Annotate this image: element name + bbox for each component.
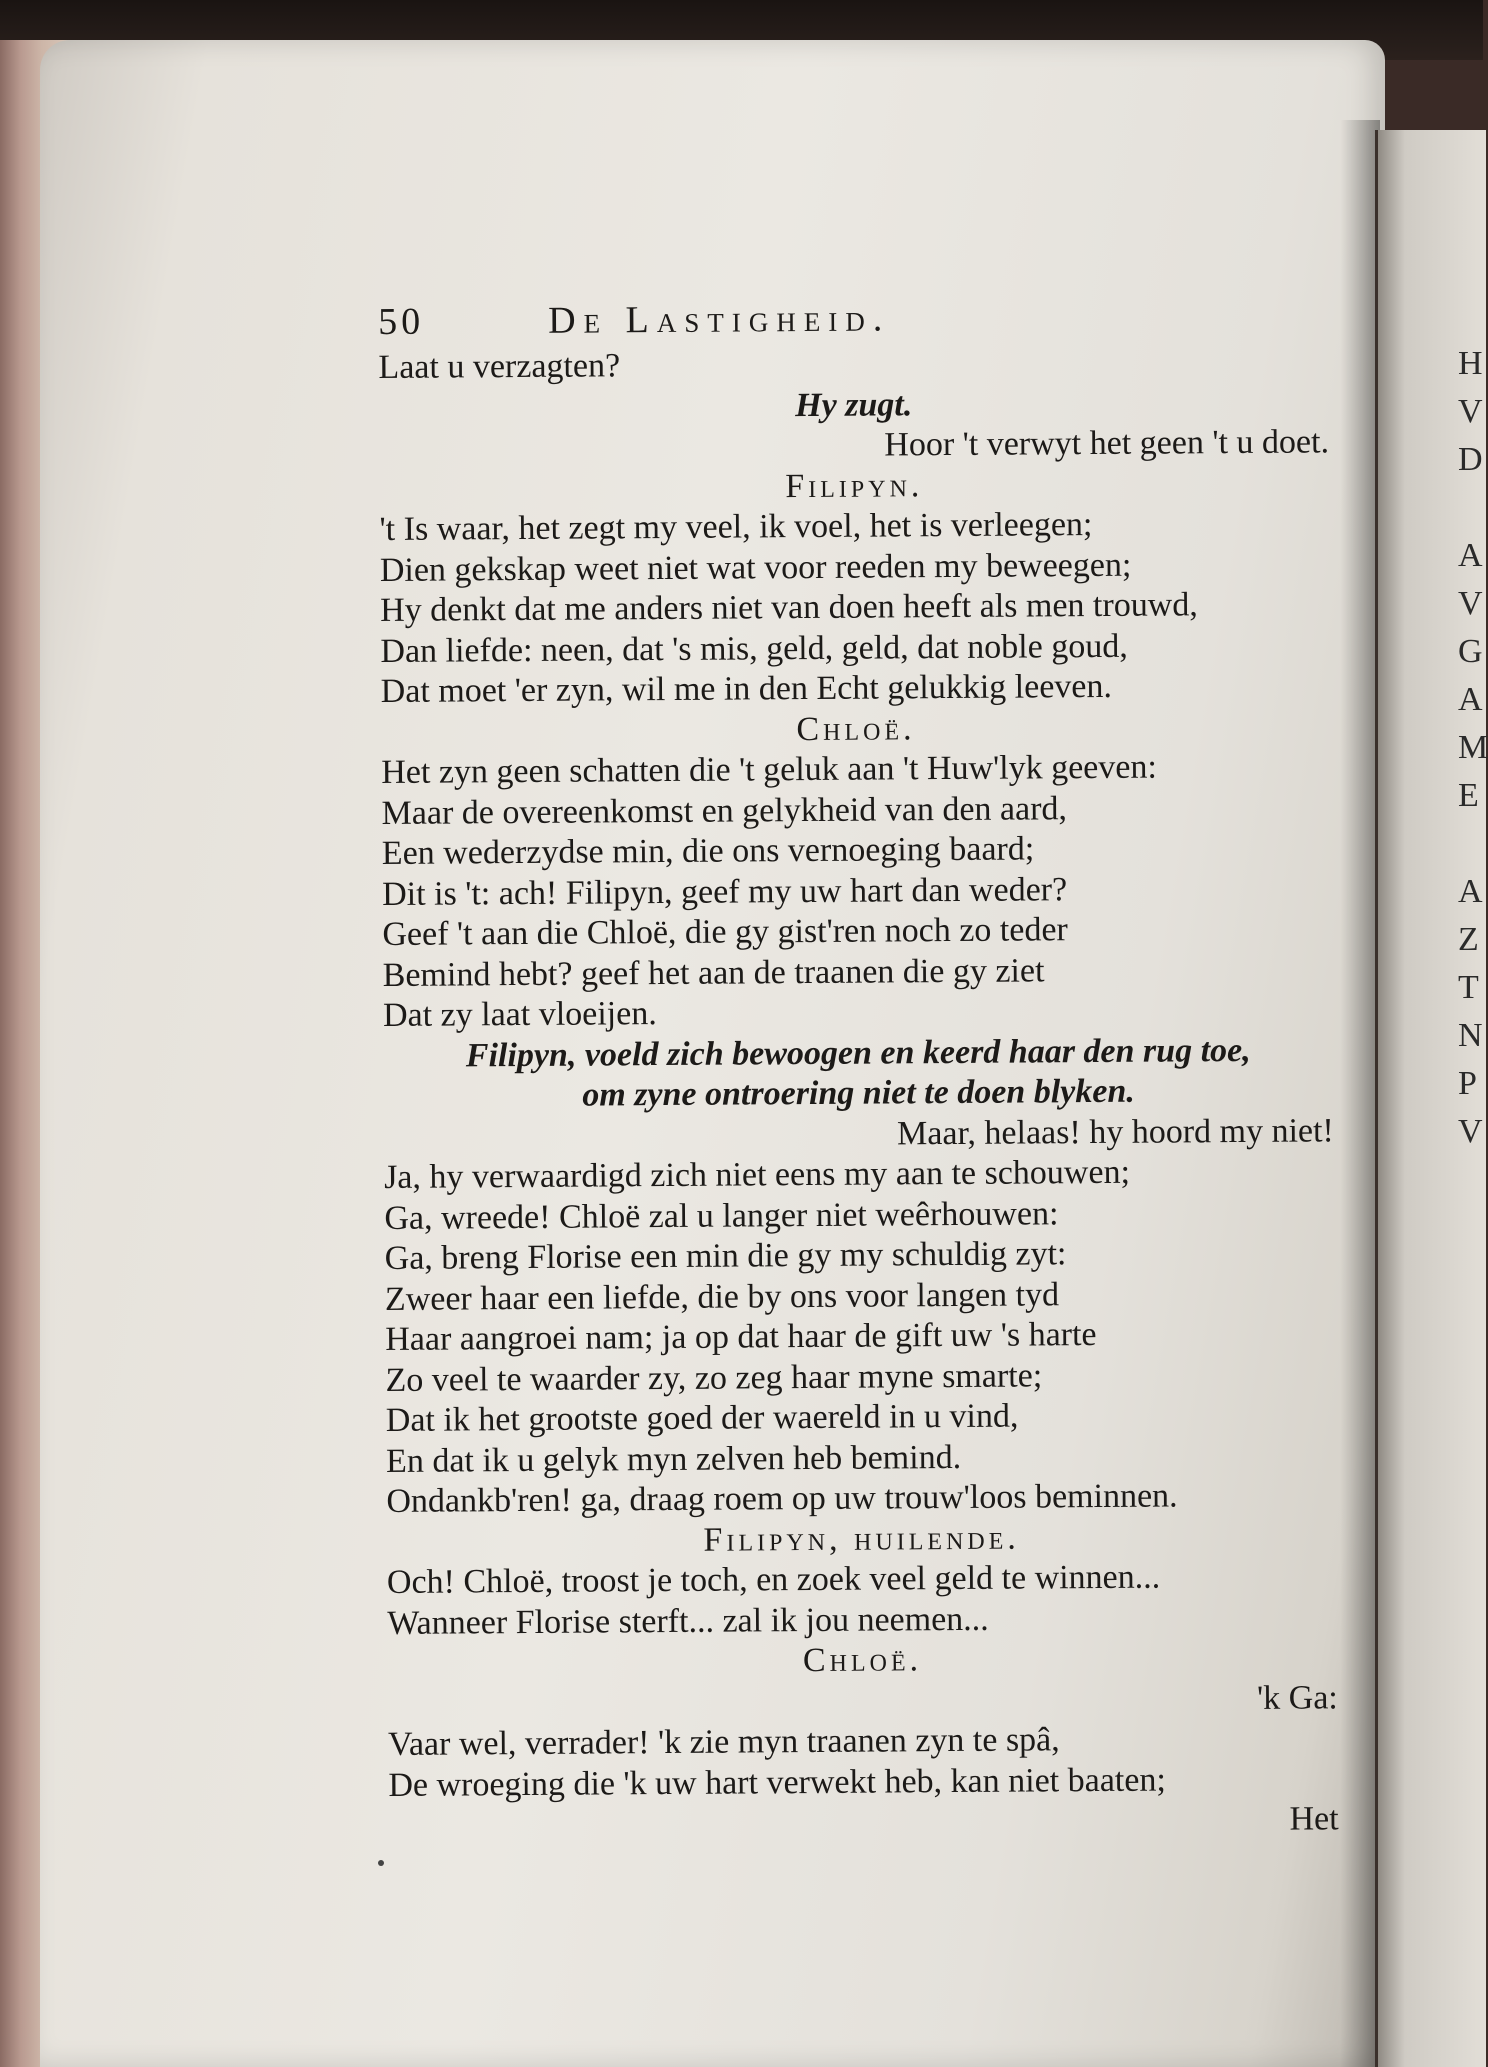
facing-page-letter bbox=[1458, 820, 1488, 868]
verse-line: Dit is 't: ach! Filipyn, geef my uw hart dan weder? bbox=[382, 870, 1068, 913]
verse-line: Bemind hebt? geef het aan de traanen die gy ziet bbox=[382, 951, 1045, 994]
verse-line: Dien gekskap weet niet wat voor reeden my beweegen; bbox=[379, 546, 1132, 589]
facing-page-letter: H bbox=[1458, 345, 1483, 382]
verse-line: 'k Ga: bbox=[1256, 1678, 1338, 1717]
verse-line: Laat u verzagten? bbox=[378, 347, 621, 386]
facing-page-letter: V bbox=[1458, 1113, 1483, 1150]
facing-page-letter: Z bbox=[1458, 921, 1479, 958]
stage-direction: Hy zugt. bbox=[795, 385, 913, 424]
verse-line: Dan liefde: neen, dat 's mis, geld, geld, dat noble goud, bbox=[380, 627, 1128, 670]
verse-line: Ja, hy verwaardigd zich niet eens my aan te schouwen; bbox=[383, 1153, 1131, 1196]
verse-line: Wanneer Florise sterft... zal ik jou neemen... bbox=[387, 1600, 989, 1642]
verse-line: Ondankb'ren! ga, draag roem op uw trouw'loos beminnen. bbox=[386, 1477, 1178, 1520]
facing-page-letter: G bbox=[1458, 633, 1483, 670]
catchword: Het bbox=[1289, 1800, 1339, 1838]
verse-line: Zweer haar een liefde, die by ons voor langen tyd bbox=[384, 1275, 1060, 1318]
verse-line: En dat ik u gelyk myn zelven heb bemind. bbox=[385, 1438, 962, 1480]
facing-page-letter: A bbox=[1458, 537, 1483, 574]
facing-page-letter: E bbox=[1458, 777, 1479, 814]
verse-line: Maar de overeenkomst en gelykheid van den aard, bbox=[381, 789, 1068, 832]
running-title: De Lastigheid. bbox=[548, 297, 891, 342]
speaker-name: Chloë. bbox=[802, 1641, 923, 1680]
page-text bbox=[378, 293, 1339, 1846]
verse-lines bbox=[378, 341, 1338, 1846]
verse-line: Zo veel te waarder zy, zo zeg haar myne smarte; bbox=[385, 1356, 1043, 1399]
speaker-name: Filipyn, huilende. bbox=[703, 1519, 1020, 1559]
verse-line: Geef 't aan die Chloë, die gy gist'ren noch zo teder bbox=[382, 911, 1068, 953]
page-number: 50 bbox=[378, 300, 425, 343]
verse-line: Hoor 't verwyt het geen 't u doet. bbox=[884, 423, 1330, 464]
speaker-name: Filipyn. bbox=[785, 466, 924, 505]
facing-page-letter: P bbox=[1458, 1065, 1477, 1102]
facing-page-letter: N bbox=[1458, 1017, 1483, 1054]
verse-line: Het zyn geen schatten die 't geluk aan 't Huw'lyk geeven: bbox=[381, 748, 1157, 791]
verse-line: 't Is waar, het zegt my veel, ik voel, het is verleegen; bbox=[379, 506, 1093, 548]
stage-direction: om zyne ontroering niet te doen blyken. bbox=[582, 1072, 1135, 1114]
facing-page-letter: A bbox=[1458, 681, 1483, 718]
verse-line: Ga, breng Florise een min die gy my schuldig zyt: bbox=[384, 1235, 1067, 1277]
verse-line: Dat zy laat vloeijen. bbox=[382, 995, 657, 1034]
facing-page-letter bbox=[1458, 484, 1488, 532]
page-gutter bbox=[1340, 120, 1380, 2067]
facing-page-letter: T bbox=[1458, 969, 1479, 1006]
verse-line: Haar aangroei nam; ja op dat haar de gift uw 's harte bbox=[385, 1316, 1097, 1358]
verse-line: Ga, wreede! Chloë zal u langer niet weêrhouwen: bbox=[384, 1194, 1059, 1237]
facing-page-letters bbox=[1458, 340, 1488, 1156]
verse-line: Een wederzydse min, die ons vernoeging baard; bbox=[381, 830, 1035, 872]
verse-line: Hy denkt dat me anders niet van doen heeft als men trouwd, bbox=[380, 586, 1198, 629]
facing-page bbox=[1375, 130, 1486, 2067]
page-header bbox=[378, 293, 1328, 348]
verse-line: Dat moet 'er zyn, wil me in den Echt gelukkig leeven. bbox=[380, 667, 1113, 710]
verse-line: Och! Chloë, troost je toch, en zoek veel geld te winnen... bbox=[386, 1558, 1161, 1601]
verse-line: Maar, helaas! hy hoord my niet! bbox=[896, 1111, 1334, 1152]
facing-page-letter: V bbox=[1458, 585, 1483, 622]
facing-page-letter: D bbox=[1458, 441, 1483, 478]
facing-page-letter: M bbox=[1458, 729, 1488, 766]
speaker-name: Chloë. bbox=[796, 709, 916, 748]
verse-line: Dat ik het grootste goed der waereld in u vind, bbox=[385, 1397, 1019, 1439]
verse-line: Vaar wel, verrader! 'k zie myn traanen zyn te spâ, bbox=[387, 1721, 1060, 1763]
facing-page-letter: A bbox=[1458, 873, 1483, 910]
facing-page-letter: V bbox=[1458, 393, 1483, 430]
stage-direction: Filipyn, voeld zich bewoogen en keerd haar den rug toe, bbox=[465, 1031, 1251, 1074]
verse-line: De wroeging die 'k uw hart verwekt heb, kan niet baaten; bbox=[388, 1761, 1166, 1804]
ink-speck bbox=[378, 1860, 384, 1866]
